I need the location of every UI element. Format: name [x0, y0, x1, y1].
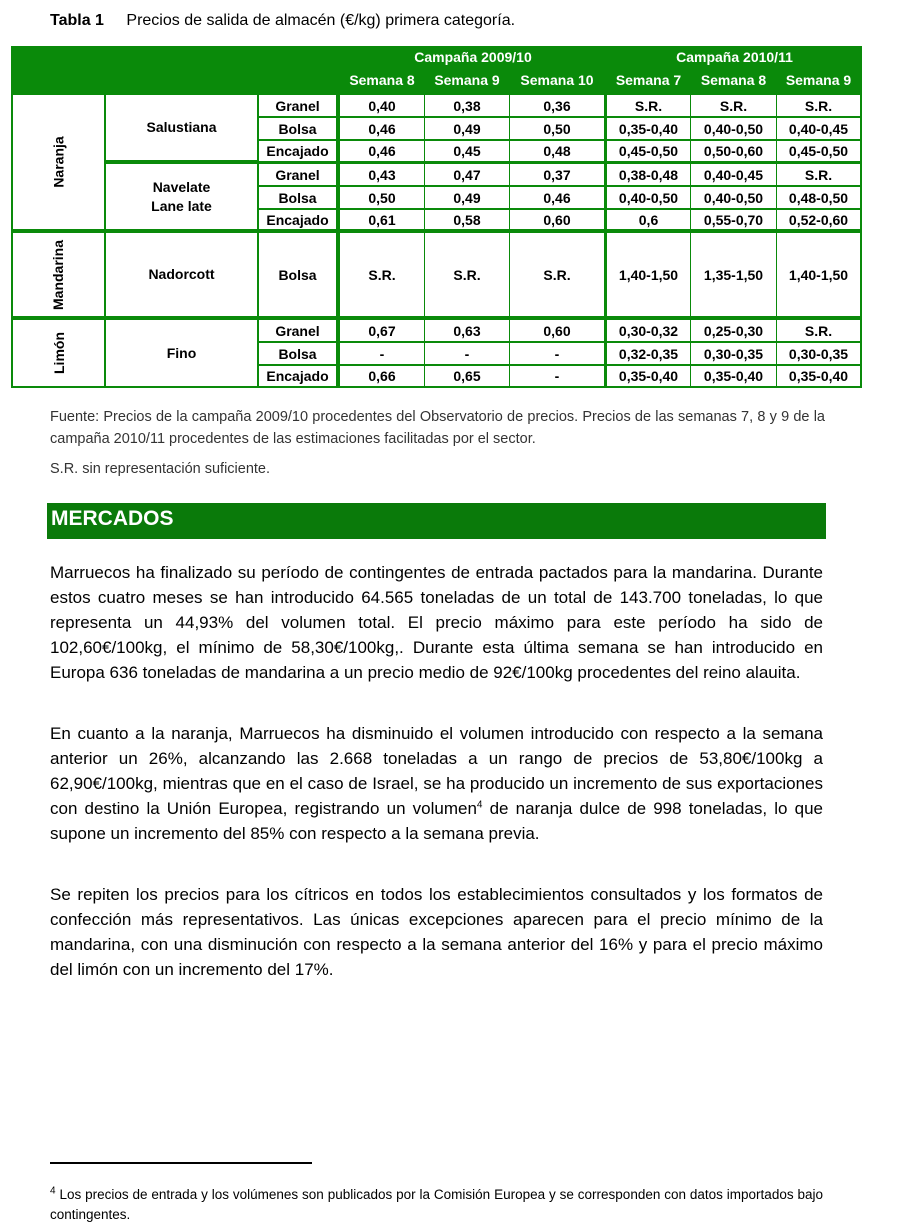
format-cell: Encajado: [259, 210, 336, 229]
price-cell: 0,46: [340, 141, 424, 161]
price-cell: 0,66: [340, 366, 424, 386]
price-cell: 0,63: [425, 320, 509, 341]
paragraph: Se repiten los precios para los cítricos en todos los establecimientos consultados y los formatos de confección más representativos. Las únicas excepciones aparecen para el precio mínimo de la mandarina, con una disminución con respecto a la semana anterior del 16% y para el precio máximo del limón con un incremento del 17%.: [50, 885, 823, 979]
price-cell: 0,60: [510, 210, 604, 229]
price-cell: 0,6: [607, 210, 690, 229]
price-cell: 0,35-0,40: [607, 366, 690, 386]
price-cell: 0,46: [340, 118, 424, 139]
paragraph: [50, 721, 823, 846]
price-cell: 0,47: [425, 164, 509, 185]
price-cell: 0,58: [425, 210, 509, 229]
format-cell: Bolsa: [259, 187, 336, 208]
price-cell: 0,40-0,45: [691, 164, 776, 185]
format-cell: Bolsa: [259, 233, 336, 316]
price-cell: 0,40: [340, 95, 424, 116]
price-cell: 0,55-0,70: [691, 210, 776, 229]
price-cell: 0,37: [510, 164, 604, 185]
price-cell: 0,48-0,50: [777, 187, 860, 208]
footnote-divider: [50, 1162, 312, 1164]
variety-cell: Nadorcott: [106, 233, 257, 316]
price-cell: S.R.: [691, 95, 776, 116]
footnote-mark: 4: [50, 1185, 56, 1197]
week-header: Semana 9: [785, 72, 852, 88]
price-cell: 0,50: [340, 187, 424, 208]
price-cell: 0,45-0,50: [777, 141, 860, 161]
footnote-ref: 4: [476, 799, 483, 811]
price-cell: 0,65: [425, 366, 509, 386]
price-table: [11, 46, 862, 388]
format-cell: Encajado: [259, 366, 336, 386]
campaign-header: Campaña 2009/10: [414, 49, 532, 65]
price-cell: 0,61: [340, 210, 424, 229]
paragraph: Marruecos ha finalizado su período de contingentes de entrada pactados para la mandarina. Durante estos cuatro meses se han introducido 64.565 toneladas de un total de 143.700 toneladas, lo que representa un 44,93% del volumen total. El precio máximo para este período ha sido de 102,60€/100kg, el mínimo de 58,30€/100kg,. Durante esta última semana se han introducido en Europa 636 toneladas de mandarina a un precio medio de 92€/100kg procedentes del reino alauita.: [50, 563, 823, 682]
price-cell: -: [340, 343, 424, 364]
price-cell: 0,36: [510, 95, 604, 116]
product-cell: [13, 233, 104, 316]
price-cell: S.R.: [777, 320, 860, 341]
price-cell: 0,49: [425, 118, 509, 139]
variety-cell: Fino: [106, 320, 257, 386]
price-cell: 1,40-1,50: [607, 233, 690, 316]
paragraph-text: de naranja dulce de 998 toneladas, lo que supone un incremento del 85% con respecto a la semana previa.: [50, 799, 823, 843]
price-cell: 0,50-0,60: [691, 141, 776, 161]
price-cell: S.R.: [777, 95, 860, 116]
format-cell: Granel: [259, 95, 336, 116]
sr-note: S.R. sin representación suficiente.: [50, 461, 271, 477]
price-cell: 0,67: [340, 320, 424, 341]
campaign-header: Campaña 2010/11: [676, 49, 793, 65]
price-cell: 0,40-0,50: [691, 187, 776, 208]
price-cell: 0,32-0,35: [607, 343, 690, 364]
price-cell: 0,52-0,60: [777, 210, 860, 229]
price-cell: S.R.: [510, 233, 604, 316]
price-cell: 0,50: [510, 118, 604, 139]
week-header: Semana 8: [349, 72, 415, 88]
price-cell: -: [510, 366, 604, 386]
price-cell: S.R.: [777, 164, 860, 185]
price-cell: S.R.: [340, 233, 424, 316]
price-cell: 1,35-1,50: [691, 233, 776, 316]
price-cell: 0,45: [425, 141, 509, 161]
table-title: Precios de salida de almacén (€/kg) primera categoría.: [126, 12, 516, 29]
price-cell: 0,30-0,32: [607, 320, 690, 341]
price-cell: 0,45-0,50: [607, 141, 690, 161]
footnote: [50, 1185, 823, 1225]
product-label: Mandarina: [50, 239, 67, 310]
footnote-text: Los precios de entrada y los volúmenes son publicados por la Comisión Europea y se corresponden con datos importados bajo contingentes.: [50, 1187, 823, 1222]
variety-cell: Navelate Lane late: [106, 164, 257, 229]
price-cell: -: [510, 343, 604, 364]
price-cell: 0,38: [425, 95, 509, 116]
week-header: Semana 8: [700, 72, 767, 88]
format-cell: Bolsa: [259, 118, 336, 139]
price-cell: 0,40-0,50: [691, 118, 776, 139]
price-cell: 0,40-0,45: [777, 118, 860, 139]
price-cell: 0,60: [510, 320, 604, 341]
table-label: Tabla 1: [50, 12, 104, 29]
section-heading: MERCADOS: [47, 503, 826, 539]
product-cell: [13, 320, 104, 386]
price-cell: 0,30-0,35: [777, 343, 860, 364]
price-cell: S.R.: [425, 233, 509, 316]
format-cell: Granel: [259, 320, 336, 341]
table-caption: [50, 12, 515, 30]
price-cell: 0,30-0,35: [691, 343, 776, 364]
price-cell: 0,48: [510, 141, 604, 161]
format-cell: Bolsa: [259, 343, 336, 364]
price-cell: 0,35-0,40: [691, 366, 776, 386]
week-header: Semana 9: [434, 72, 500, 88]
format-cell: Encajado: [259, 141, 336, 161]
product-cell: [13, 95, 104, 229]
price-cell: 0,35-0,40: [607, 118, 690, 139]
price-cell: 0,46: [510, 187, 604, 208]
paragraph-text: En cuanto a la naranja, Marruecos ha disminuido el volumen introducido con respecto a la semana anterior un 26%, alcanzando las 2.668 toneladas a un rango de precios de 53,80€/100kg a 62,90€/100kg, mientras que en el caso de Israel, se ha producido un incremento de sus exportaciones con destino la Unión Europea, registrando un volumen: [50, 724, 823, 818]
price-cell: S.R.: [607, 95, 690, 116]
price-cell: 0,25-0,30: [691, 320, 776, 341]
price-cell: -: [425, 343, 509, 364]
variety-cell: Salustiana: [106, 95, 257, 160]
product-label: Naranja: [50, 136, 67, 188]
price-cell: 0,49: [425, 187, 509, 208]
price-cell: 0,38-0,48: [607, 164, 690, 185]
price-cell: 0,43: [340, 164, 424, 185]
week-header: Semana 10: [520, 72, 594, 88]
source-note: Fuente: Precios de la campaña 2009/10 procedentes del Observatorio de precios. Precios de las semanas 7, 8 y 9 de la campaña 2010/11 procedentes de las estimaciones facilitadas por el sector.: [50, 409, 825, 447]
price-cell: 1,40-1,50: [777, 233, 860, 316]
product-label: Limón: [50, 332, 67, 374]
week-header: Semana 7: [615, 72, 682, 88]
price-cell: 0,35-0,40: [777, 366, 860, 386]
price-cell: 0,40-0,50: [607, 187, 690, 208]
format-cell: Granel: [259, 164, 336, 185]
